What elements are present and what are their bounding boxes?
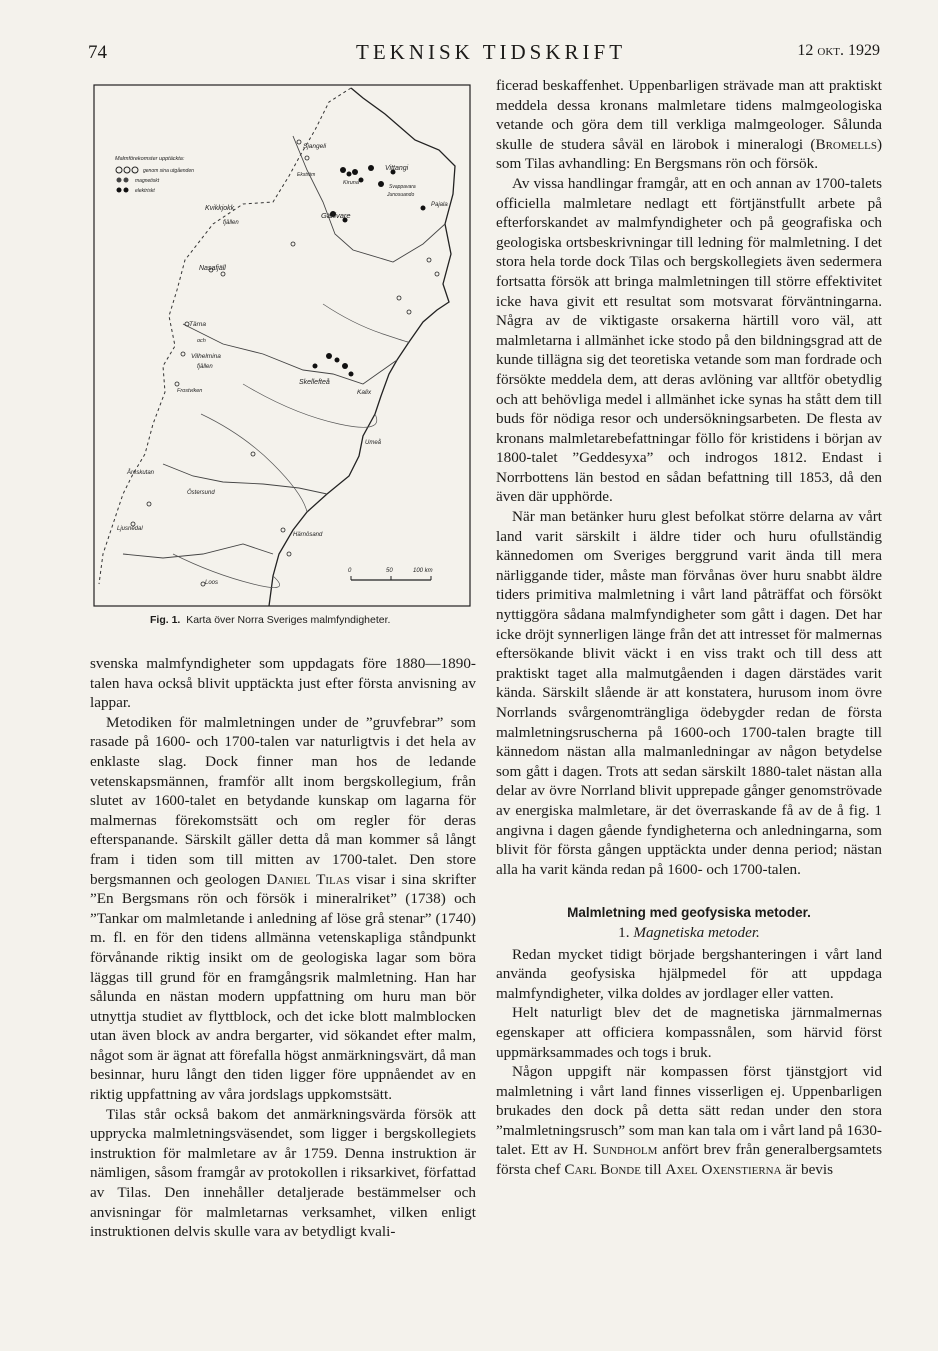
place-junosuando: Junosuando: [387, 192, 415, 198]
legend-open-circle: [116, 167, 122, 173]
place-kalix: Kalix: [357, 389, 372, 396]
figure-label: Fig. 1.: [150, 614, 181, 626]
figure-caption-text: Karta över Norra Sveriges malmfyndigheter.: [186, 614, 391, 626]
place-sjangeli: Sjangeli: [303, 143, 327, 150]
map-legend-item-electric: elektriskt: [135, 188, 155, 194]
author-name-bonde: Carl Bonde: [564, 1161, 641, 1179]
page-header: [88, 40, 880, 70]
right-paragraph-4: Redan mycket tidigt började bergshanteringen i vårt land använda geofysiska hjälpmedel för att uppdaga malmfyndigheter, vilka doldes av jordlager eller vatten.: [496, 945, 882, 1002]
place-gallivare: Gällivare: [321, 211, 351, 220]
section-heading: Malmletning med geofysiska metoder.: [567, 905, 811, 921]
place-skelleftea: Skellefteå: [299, 379, 330, 386]
left-paragraph-2: Metodiken för malmletningen under de ”gruvfebrar” som rasade på 1600- och 1700-talen var naturligtvis i det hela av enklaste slag. Dock finner man hos de ledande vetenskapsmännen, framför allt inom bergskollegium, från slutet av 1600-talet en betydande kunskap om lagarna för malmernas förekomstsätt och om regler för deras efterspanande. Särskilt gäller detta då man kommer så långt fram i tiden som till mitten av 1700-talet. Den store bergsmannen och geologen Daniel Tilas visar i sina skrifter ”En Bergsmans rön och försök i mineralriket” (1738) och ”Tankar om malmletande i anledning af löse grå stenar” (1740) m. fl. en för den tidens allmänna vetenskapliga ståndpunkt förvånande riktig insikt om de geologiska lagar som böra läggas till grund för en framgångsrik malmletning. Han har sålunda en nästan modern uppfattning om huru man bör utnyttja studiet av flyttblock, och det icke blott malmblocken utan även block av andra bergarter, vid sökandet efter malm, något som är ägnat att förefalla högst anmärkningsvärt, då man besinnar, huru långt den tiden ligger före uppnåendet av en riktig uppfattning av våra jordslags uppkomstsätt.: [90, 713, 477, 1104]
place-ekstrom: Ekström: [297, 172, 316, 178]
place-harnosand: Härnösand: [293, 532, 323, 538]
right-column: [496, 76, 882, 1180]
place-pajala: Pajala: [431, 202, 448, 208]
place-vittangi: Vittangi: [385, 165, 409, 172]
place-fjallen-1: fjällen: [223, 220, 239, 226]
figure-caption: [150, 614, 390, 626]
author-name-sundholm: Sundholm: [592, 1141, 658, 1159]
date-month: okt.: [817, 42, 844, 59]
place-loos: Loos: [205, 580, 219, 586]
place-och: och: [197, 338, 206, 344]
journal-title: TEKNISK TIDSKRIFT: [356, 40, 627, 64]
place-nasafjall: Nasafjäll: [199, 265, 226, 272]
author-name-tilas: Daniel Tilas: [266, 870, 350, 888]
place-kvikkjokk: Kvikkjokk: [205, 205, 235, 212]
place-ljusnedal: Ljusnedal: [117, 526, 143, 532]
scale-label-50: 50: [386, 568, 393, 574]
author-name-bromells: Bromells: [815, 135, 877, 153]
scale-label-0: 0: [348, 568, 352, 574]
map-figure: [93, 84, 471, 607]
subsection-heading: 1. Magnetiska metoder.: [618, 923, 760, 941]
author-name-oxenstierna: Axel Oxenstierna: [665, 1161, 782, 1179]
map-legend-item-magnetic: magnetiskt: [135, 178, 160, 184]
place-ostersund: Östersund: [187, 490, 215, 496]
scale-label-100: 100 km: [413, 568, 433, 574]
right-paragraph-3: När man betänker huru glest befolkat större delarna av vårt land varit särskilt i äldre tider och huru ofullständig kännedomen om Sveriges berggrund varit ända till mera närliggande tider, måste man förvånas över huru snabbt äldre tiders primitiva malmletning i vårt land påträffat och försökt nyttiggöra sådana malmfyndigheter som gått i dagen. Det har icke dröjt synnerligen länge från det att intresset för malmernas eftersökande blivit väckt i en viss trakt och till dess att praktiskt taget alla malmutgåenden i dagen därstädes varit kända. Särskilt slående är att konstatera, hurusom inom övre Norrlands svårgenomträngliga ödebygder redan de första malmletningsruscherna på 1600-och 1700-talen bragte till kännedom nästan alla malmanledningar av någon betydelse som gått i dagen. Trots att sedan särskilt 1880-talet nästan alla delar av övre Norrland blivit upprepade gånger genomströvade av energiska malmletare, är det överraskande få av de å fig. 1 angivna i dagen gående fyndigheterna och anledningarna, som blivit för första gången upptäckta under denna period; nästan alla ha varit kända redan på 1600- och 1700-talen.: [496, 508, 882, 878]
left-paragraph-3: Tilas står också bakom det anmärkningsvärda försök att upprycka malmletningsväsendet, som ligger i bergskollegiets instruktion för malmletare av år 1759. Denna instruktion är nämligen, såsom framgår av protokollen i riksarkivet, författad av Tilas. Den innehåller detaljerade bestämmelser och anvisningar för malmletarnas verksamhet, vilken enligt instruktionen delvis skulle vara av betydligt kvali-: [90, 1105, 476, 1241]
right-paragraph-2: Av vissa handlingar framgår, att en och annan av 1700-talets officiella malmletare nedlagt ett förtjänstfullt arbete på efterforskandet av malmfyndigheter och på geografiska och geologiska ortsbeskrivningar till ledning för malmletning. I det stora hela torde dock Tilas och bergskollegiets även sedermera fortsatta försök att bringa malmletningen till större effektivitet icke hava givit ett resultat som motsvarat förväntningarna. Några av de viktigaste orsakerna härtill voro väl, att malmletarna i allmänhet icke stodo på den bildningsgrad att de kunde tillägna sig det teoretiska vetande som man fordrade och försökte meddela dem, att deras avlöning var alltför obetydlig och att behövliga medel i allmänhet icke synas ha stått dem till buds för nödiga resor och undersökningsarbeten. De flesta av kronans malmletarebefattningar föllo för kristidens i början av 1800-talet ”Geddesyxa” och indrogos 1812. Endast i Norrbottens län bestod en sådan befattning till 1853, då den även där upphörde.: [496, 174, 882, 506]
issue-date: [797, 42, 880, 60]
place-tarna: Tärna: [189, 321, 206, 328]
place-umea: Umeå: [365, 440, 382, 446]
map-legend-title: Malmförekomster upptäckta:: [115, 156, 185, 162]
right-paragraph-5: Helt naturligt blev det de magnetiska järnmalmernas egenskaper att officiera kompassnålen, som härvid först uppmärksammades och togs i bruk.: [496, 1004, 882, 1061]
map-legend-item-outcrop: genom sina utgåenden: [143, 168, 194, 174]
legend-black-dot: [117, 188, 122, 193]
left-paragraph-1: svenska malmfyndigheter som uppdagats före 1880—1890-talen hava också blivit upptäckta just efter första anvisning av lappar.: [90, 655, 476, 712]
place-kiruna: Kiruna: [343, 180, 359, 186]
place-fjallen-2: fjällen: [197, 364, 213, 370]
right-paragraph-6: Någon uppgift när kompassen först tjänstgjort vid malmletning i vårt land finnes visserligen ej. Uppenbarligen brukades den dock på detta sätt redan under den stora ”malmletningsrusch” som man kan tala om i vårt land på 1630-talet. Ett av H. Sundholm anfört brev från generalbergsamtets första chef Carl Bonde till Axel Oxenstierna är bevis: [496, 1063, 883, 1179]
place-vilhelmina: Vilhelmina: [191, 353, 221, 360]
left-column: [90, 654, 476, 1242]
page-number: 74: [88, 42, 107, 63]
place-frostviken: Frostviken: [177, 388, 203, 394]
date-year: 1929: [848, 42, 880, 59]
legend-shaded-dot: [117, 178, 122, 183]
date-day: 12: [797, 42, 814, 59]
right-paragraph-1: ficerad beskaffenhet. Uppenbarligen strävade man att praktiskt meddela dessa kronans malmletare tidens malmgeologiska vetande och göra dem till verkliga malmgeologer. Sålunda skulle de studera såväl en lärobok i mineralogi (Bromells) som Tilas avhandling: En Bergsmans rön och försök.: [496, 77, 882, 173]
place-svappavara: Svappavara: [389, 184, 416, 190]
place-areskutan: Åreskutan: [127, 470, 155, 476]
